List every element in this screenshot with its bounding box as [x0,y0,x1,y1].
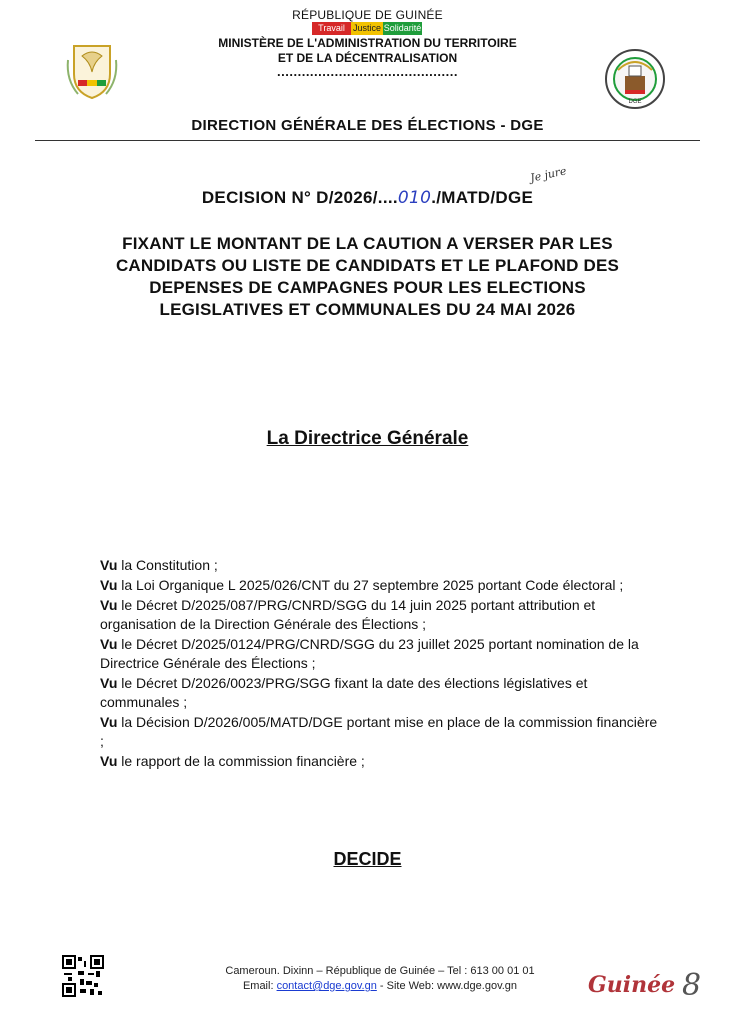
vu-item: Vu le rapport de la commission financière ; [100,753,365,769]
subject-line: DEPENSES DE CAMPAGNES POUR LES ELECTIONS [149,278,586,297]
republic-title: RÉPUBLIQUE DE GUINÉE [292,8,443,22]
authority-heading: La Directrice Générale [266,428,469,449]
vu-list [100,556,660,772]
dge-logo-label: DGE [628,99,642,105]
site-web[interactable]: - Site Web: www.dge.gov.gn [376,980,518,992]
subject-line: LEGISLATIVES ET COMMUNALES DU 24 MAI 2026 [159,300,576,319]
motto-travail: Travail [312,22,351,35]
vu-item: Vu le Décret D/2025/0124/PRG/CNRD/SGG du 23 juillet 2025 portant nomination de la Directrice Générale des Élections ; [100,636,639,671]
dotted-separator: ............................................ [277,64,458,79]
motto-justice: Justice [352,23,381,33]
email-label: Email: [242,980,277,992]
ministry-line-1: MINISTÈRE DE L'ADMINISTRATION DU TERRITOIRE [218,36,517,50]
national-motto [312,22,422,35]
header-rule [35,140,700,141]
footer-address: Cameroun. Dixinn – République de Guinée – Tel : 613 00 01 01 [225,965,535,977]
vu-item: Vu la Décision D/2026/005/MATD/DGE portant mise en place de la commission financière ; [100,714,658,749]
subject-line: FIXANT LE MONTANT DE LA CAUTION A VERSER PAR LES [122,234,613,253]
decision-suffix: ./MATD/DGE [431,188,534,207]
guinee-brand-mark: 8 [682,968,702,1003]
decision-subject [0,233,735,321]
vu-item: Vu la Loi Organique L 2025/026/CNT du 27 septembre 2025 portant Code électoral ; [100,577,624,593]
decision-number [0,188,735,208]
motto-solidarite: Solidarité [383,23,422,33]
decide-heading: DECIDE [333,849,402,869]
decision-prefix: DECISION N° D/2026/.... [201,188,398,207]
handwritten-initials: Je jure [529,164,568,185]
decision-handwritten-number: 010 [397,188,432,208]
vu-item: Vu le Décret D/2026/0023/PRG/SGG fixant la date des élections législatives et communales ; [100,675,588,710]
ministry-line-2: ET DE LA DÉCENTRALISATION [277,51,458,65]
qr-code-icon[interactable] [62,955,104,997]
dge-logo-icon [604,48,666,110]
direction-title: DIRECTION GÉNÉRALE DES ÉLECTIONS - DGE [191,117,544,134]
guinee-brand-logo: Guinée [588,972,676,998]
coat-of-arms-icon [64,40,120,102]
email-link[interactable]: contact@dge.gov.gn [276,980,377,992]
vu-item: Vu le Décret D/2025/087/PRG/CNRD/SGG du 14 juin 2025 portant attribution et organisation de la Direction Générale des Élections ; [100,597,596,632]
vu-item: Vu la Constitution ; [100,557,218,573]
subject-line: CANDIDATS OU LISTE DE CANDIDATS ET LE PLAFOND DES [115,256,620,275]
footer-contact [150,980,610,992]
